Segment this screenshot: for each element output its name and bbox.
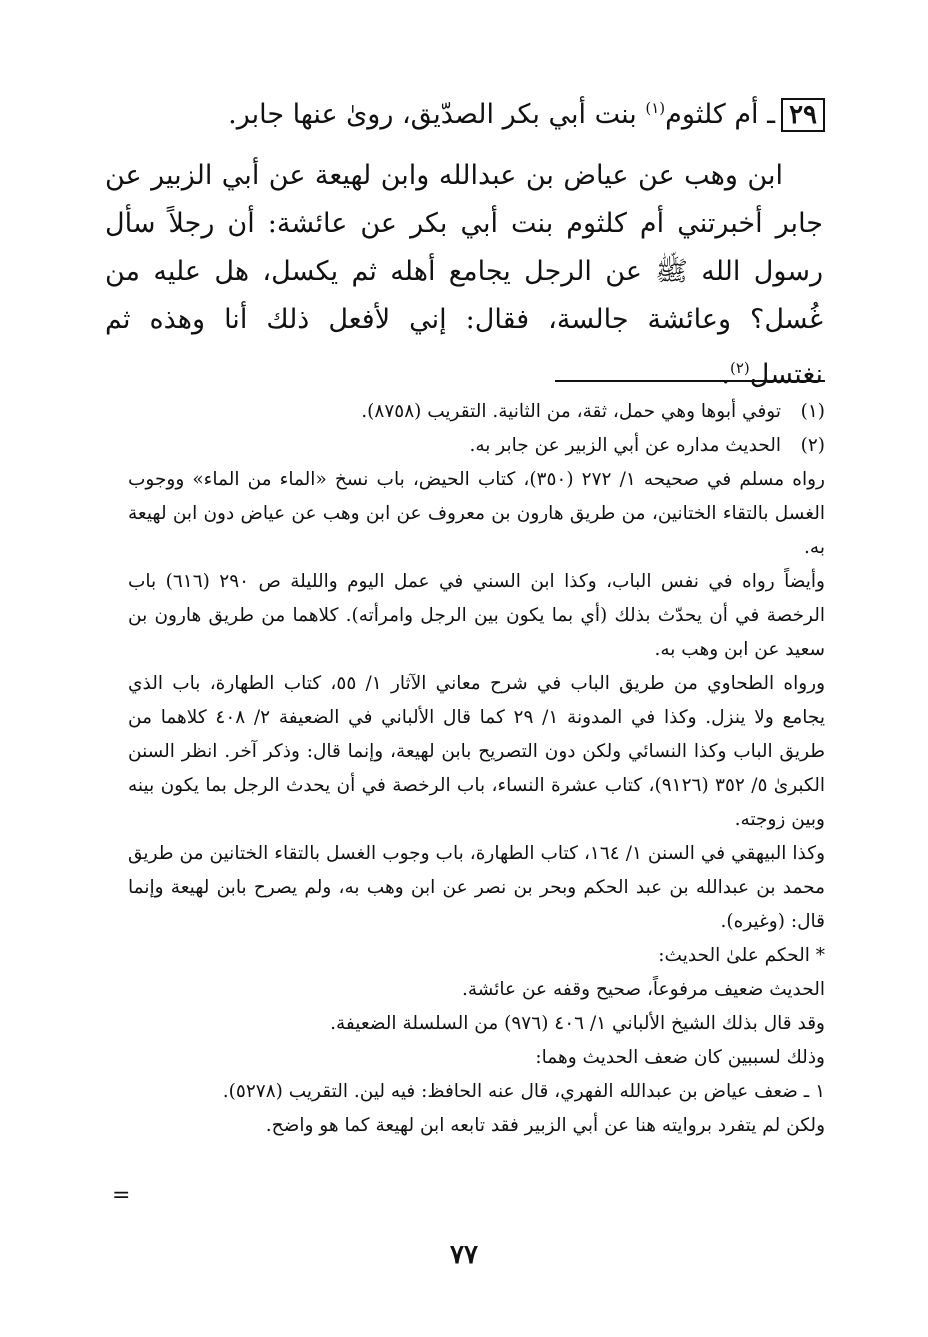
footnote-2-number: (٢)	[800, 435, 825, 456]
footnote-2-body	[128, 463, 825, 1143]
main-paragraph-end: .	[721, 359, 730, 390]
heading-footnote-ref: (١)	[645, 99, 666, 117]
main-paragraph	[105, 152, 823, 399]
main-text	[105, 152, 823, 399]
main-paragraph-text: ابن وهب عن عياض بن عبدالله وابن لهيعة عن أبي الزبير عن جابر أخبرتني أم كلثوم بنت أبي بكر عن عائشة: أن رجلاً سأل رسول الله ﷺ عن الرجل يجامع أهله ثم يكسل، هل عليه من غُسل؟ وعائشة جالسة، فقال: إني لأفعل ذلك أنا وهذه ثم نغتسل	[105, 160, 823, 390]
footnote-paragraph: وأيضاً رواه في نفس الباب، وكذا ابن السني في عمل اليوم والليلة ص ٢٩٠ (٦١٦) باب الرخصة في أن يحدّث بذلك (أي بما يكون بين الرجل وامرأته). كلاهما من طريق هارون بن سعيد عن ابن وهب به.	[128, 571, 825, 660]
footnote-1-text: توفي أبوها وهي حمل، ثقة، من الثانية. التقريب (٨٧٥٨).	[361, 401, 781, 422]
entry-number-box: ٢٩	[781, 98, 825, 132]
footnote-paragraph: وقد قال بذلك الشيخ الألباني ١/ ٤٠٦ (٩٧٦) من السلسلة الضعيفة.	[330, 1013, 825, 1034]
footnote-paragraph: وكذا البيهقي في السنن ١/ ١٦٤، كتاب الطهارة، باب وجوب الغسل بالتقاء الختانين من طريق محمد بن عبدالله بن عبد الحكم وبحر بن نصر عن ابن وهب به، ولم يصرح بابن لهيعة وإنما قال: (وغيره).	[128, 843, 826, 932]
footnotes	[128, 395, 825, 1143]
footnote-paragraph: ولكن لم يتفرد بروايته هنا عن أبي الزبير فقد تابعه ابن لهيعة كما هو واضح.	[265, 1115, 825, 1136]
footnote-1	[128, 395, 825, 429]
footnote-paragraph: ١ ـ ضعف عياض بن عبدالله الفهري، قال عنه الحافظ: فيه لين. التقريب (٥٢٧٨).	[222, 1081, 825, 1102]
footnote-2	[128, 429, 825, 463]
heading-text-before: ـ أم كلثوم	[665, 99, 776, 130]
heading-text-after: بنت أبي بكر الصدّيق، روىٰ عنها جابر.	[228, 99, 646, 130]
footnote-paragraph: ورواه الطحاوي من طريق الباب في شرح معاني الآثار ١/ ٥٥، كتاب الطهارة، باب الذي يجامع ولا ينزل. وكذا في المدونة ١/ ٢٩ كما قال الألباني في الضعيفة ٢/ ٤٠٨ كلاهما من طريق الباب وكذا النسائي ولكن دون التصريح بابن لهيعة، وإنما قال: وذكر آخر. انظر السنن الكبرىٰ ٥/ ٣٥٢ (٩١٢٦)، كتاب عشرة النساء، باب الرخصة في أن يحدث الرجل بما يكون بينه وبين زوجته.	[128, 673, 826, 830]
footnote-paragraph: وذلك لسببين كان ضعف الحديث وهما:	[535, 1047, 825, 1068]
continuation-mark: =	[112, 1183, 131, 1208]
narrator-heading	[125, 88, 825, 135]
footnote-separator	[555, 380, 825, 382]
footnote-paragraph: الحديث ضعيف مرفوعاً، صحيح وقفه عن عائشة.	[461, 979, 825, 1000]
ruling-heading: * الحكم علىٰ الحديث:	[658, 945, 825, 966]
page-number: ٧٧	[450, 1240, 478, 1270]
footnote-1-number: (١)	[800, 401, 825, 422]
footnote-2-text: الحديث مداره عن أبي الزبير عن جابر به.	[469, 435, 781, 456]
main-footnote-ref: (٢)	[729, 359, 750, 377]
footnote-paragraph: رواه مسلم في صحيحه ١/ ٢٧٢ (٣٥٠)، كتاب الحيض، باب نسخ «الماء من الماء» ووجوب الغسل بالتقاء الختانين، من طريق هارون بن معروف عن ابن وهب عن عياض دون ابن لهيعة به.	[128, 469, 825, 558]
